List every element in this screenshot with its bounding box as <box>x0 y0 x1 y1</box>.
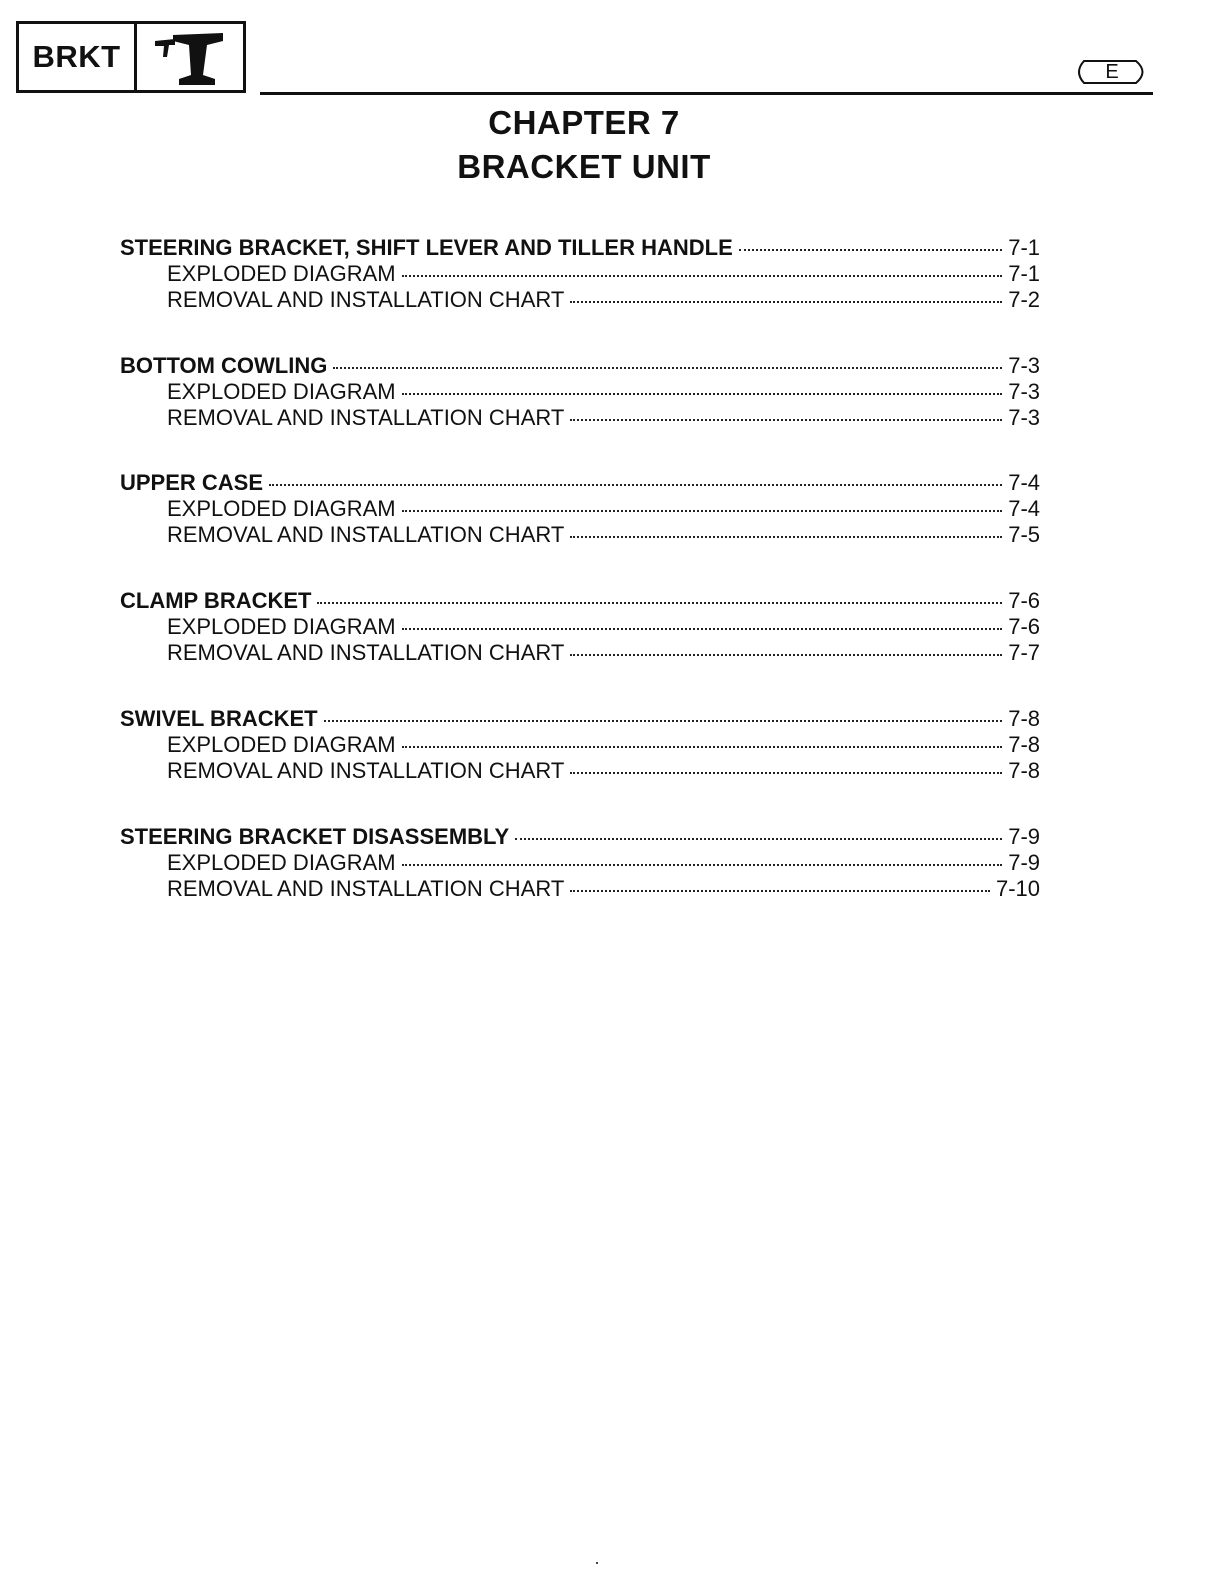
toc-page-number: 7-4 <box>1008 496 1040 521</box>
toc-page-number: 7-9 <box>1008 850 1040 875</box>
dot-leader <box>324 720 1003 722</box>
toc-page-number: 7-9 <box>1008 824 1040 849</box>
toc-section-title: SWIVEL BRACKET <box>120 706 318 731</box>
toc-section-title: CLAMP BRACKET <box>120 588 312 613</box>
dot-leader <box>739 249 1002 251</box>
section-code: BRKT <box>19 24 137 90</box>
bracket-icon <box>137 24 243 90</box>
toc-entry[interactable] <box>167 640 1040 666</box>
toc-entry[interactable] <box>167 758 1040 784</box>
toc-page-number: 7-1 <box>1008 235 1040 260</box>
dot-leader <box>402 393 1003 395</box>
toc-section[interactable] <box>120 353 1040 379</box>
toc-page-number: 7-3 <box>1008 405 1040 430</box>
toc-entry-title: EXPLODED DIAGRAM <box>167 732 396 757</box>
toc-entry[interactable] <box>167 614 1040 640</box>
toc-page-number: 7-10 <box>995 876 1040 901</box>
toc-section[interactable] <box>120 824 1040 850</box>
scan-speck <box>596 1562 598 1564</box>
toc-entry-title: REMOVAL AND INSTALLATION CHART <box>167 758 565 783</box>
dot-leader <box>402 746 1003 748</box>
toc-page-number: 7-6 <box>1008 614 1040 639</box>
toc-entry-title: REMOVAL AND INSTALLATION CHART <box>167 876 565 901</box>
toc-page-number: 7-3 <box>1008 353 1040 378</box>
toc-page-number: 7-7 <box>1008 640 1040 665</box>
toc-page-number: 7-5 <box>1008 522 1040 547</box>
language-mark <box>1072 58 1152 86</box>
dot-leader <box>317 602 1002 604</box>
dot-leader <box>333 367 1002 369</box>
language-label: E <box>1105 61 1119 83</box>
toc-entry[interactable] <box>167 287 1040 313</box>
toc-page-number: 7-3 <box>1008 379 1040 404</box>
chapter-title: BRACKET UNIT <box>457 148 711 185</box>
toc-page-number: 7-2 <box>1008 287 1040 312</box>
toc-entry-title: EXPLODED DIAGRAM <box>167 850 396 875</box>
toc-section[interactable] <box>120 706 1040 732</box>
toc-entry[interactable] <box>167 732 1040 758</box>
toc-entry-title: EXPLODED DIAGRAM <box>167 614 396 639</box>
toc-entry[interactable] <box>167 379 1040 405</box>
toc-section-title: STEERING BRACKET DISASSEMBLY <box>120 824 510 849</box>
toc-section-title: STEERING BRACKET, SHIFT LEVER AND TILLER HANDLE <box>120 235 733 260</box>
dot-leader <box>570 890 990 892</box>
toc-section[interactable] <box>120 588 1040 614</box>
toc-page-number: 7-8 <box>1008 732 1040 757</box>
toc-section-title: BOTTOM COWLING <box>120 353 328 378</box>
dot-leader <box>570 654 1002 656</box>
dot-leader <box>402 510 1003 512</box>
toc-entry-title: REMOVAL AND INSTALLATION CHART <box>167 522 565 547</box>
toc-entry-title: REMOVAL AND INSTALLATION CHART <box>167 287 565 312</box>
dot-leader <box>402 628 1003 630</box>
section-badge <box>16 21 246 93</box>
toc-entry[interactable] <box>167 261 1040 287</box>
dot-leader <box>570 772 1002 774</box>
toc-section-title: UPPER CASE <box>120 470 264 495</box>
toc-page-number: 7-8 <box>1008 758 1040 783</box>
dot-leader <box>402 864 1003 866</box>
toc-entry-title: EXPLODED DIAGRAM <box>167 261 396 286</box>
toc-entry[interactable] <box>167 876 1040 902</box>
toc-entry[interactable] <box>167 405 1040 431</box>
toc-page-number: 7-8 <box>1008 706 1040 731</box>
toc-entry-title: EXPLODED DIAGRAM <box>167 379 396 404</box>
dot-leader <box>515 838 1002 840</box>
dot-leader <box>570 301 1002 303</box>
chapter-number: CHAPTER 7 <box>488 104 680 141</box>
toc-entry-title: REMOVAL AND INSTALLATION CHART <box>167 640 565 665</box>
toc-page-number: 7-4 <box>1008 470 1040 495</box>
toc-section[interactable] <box>120 470 1040 496</box>
toc-entry[interactable] <box>167 496 1040 522</box>
toc-section[interactable] <box>120 235 1040 261</box>
toc-entry-title: EXPLODED DIAGRAM <box>167 496 396 521</box>
dot-leader <box>570 536 1002 538</box>
toc-entry[interactable] <box>167 850 1040 876</box>
toc-page-number: 7-1 <box>1008 261 1040 286</box>
dot-leader <box>570 419 1002 421</box>
toc-entry-title: REMOVAL AND INSTALLATION CHART <box>167 405 565 430</box>
toc-page-number: 7-6 <box>1008 588 1040 613</box>
dot-leader <box>402 275 1003 277</box>
header-rule <box>260 92 1153 95</box>
dot-leader <box>269 484 1002 486</box>
toc-entry[interactable] <box>167 522 1040 548</box>
